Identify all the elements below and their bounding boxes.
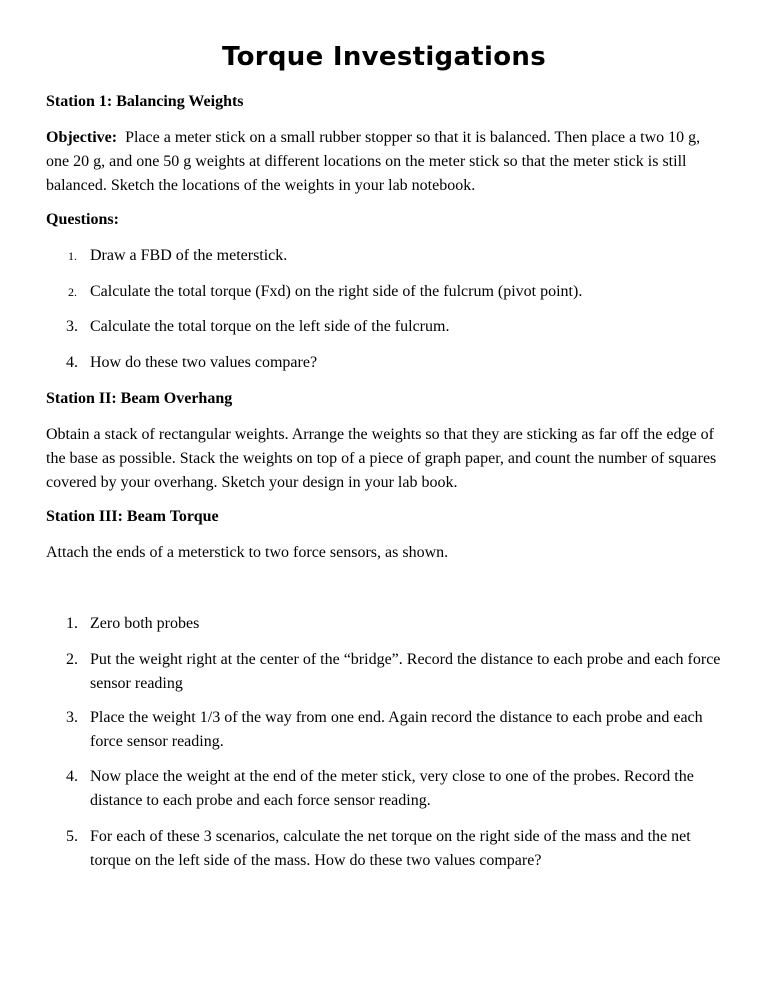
question-text: Calculate the total torque (Fxd) on the right side of the fulcrum (pivot point).	[90, 283, 583, 300]
station1-heading: Station 1: Balancing Weights	[46, 93, 244, 110]
objective-text: Place a meter stick on a small rubber stopper so that it is balanced. Then place a two 10 g, one 20 g, and one 50 g weights at different locations on the meter stick so that the meter stick is still balanced. Sketch the locations of the weights in your lab notebook.	[46, 129, 701, 194]
station1-objective	[46, 126, 726, 198]
step-number: 1.	[66, 615, 78, 632]
step-number: 5.	[66, 828, 78, 845]
station3-text: Attach the ends of a meterstick to two force sensors, as shown.	[46, 544, 449, 561]
question-number: 2.	[68, 285, 77, 299]
question-number: 1.	[68, 249, 77, 263]
step-text: For each of these 3 scenarios, calculate the net torque on the right side of the mass and the net torque on the left side of the mass. How do these two values compare?	[90, 828, 691, 869]
questions-label: Questions:	[46, 211, 119, 228]
page-title: Torque Investigations	[222, 42, 546, 72]
step-number: 4.	[66, 768, 78, 785]
step-number: 3.	[66, 709, 78, 726]
station2-text: Obtain a stack of rectangular weights. Arrange the weights so that they are sticking as far off the edge of the base as possible. Stack the weights on top of a piece of graph paper, and count the number of squares covered by your overhang. Sketch your design in your lab book.	[46, 426, 717, 491]
question-number: 4.	[66, 354, 78, 371]
station3-heading: Station III: Beam Torque	[46, 508, 219, 525]
step-text: Place the weight 1/3 of the way from one end. Again record the distance to each probe and each force sensor reading.	[90, 709, 703, 750]
question-text: Calculate the total torque on the left side of the fulcrum.	[90, 318, 450, 335]
step-text: Now place the weight at the end of the meter stick, very close to one of the probes. Record the distance to each probe and each force sensor reading.	[90, 768, 694, 809]
objective-label: Objective:	[46, 129, 118, 146]
station2-heading: Station II: Beam Overhang	[46, 390, 233, 407]
question-number: 3.	[66, 318, 78, 335]
step-number: 2.	[66, 651, 78, 668]
step-text: Put the weight right at the center of the “bridge”. Record the distance to each probe and each force sensor reading	[90, 651, 721, 692]
question-text: Draw a FBD of the meterstick.	[90, 247, 288, 264]
step-text: Zero both probes	[90, 615, 200, 632]
question-text: How do these two values compare?	[90, 354, 318, 371]
